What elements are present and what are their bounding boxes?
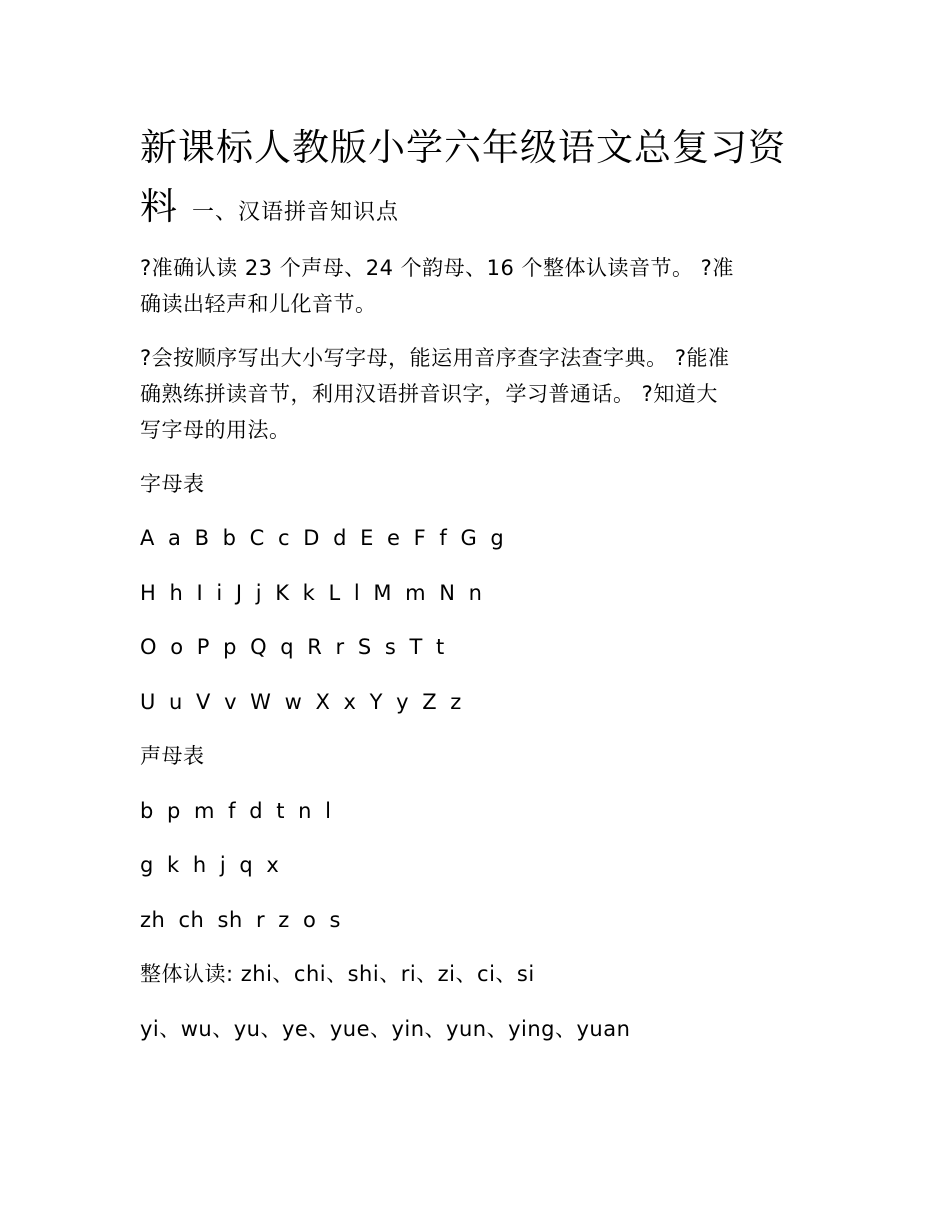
alphabet-row-4: U u V v W w X x Y y Z z [140,690,462,714]
document-title-line-2 [140,186,399,234]
paragraph-1 [140,250,810,322]
initials-row-2: g k h j q x [140,853,280,877]
initials-row-1: b p m f d t n l [140,799,332,823]
whole-syllables-line-2: yi、wu、yu、ye、yue、yin、yun、ying、yuan [140,1017,631,1041]
alphabet-row-3: O o P p Q q R r S s T t [140,635,445,659]
paragraph-1-line-2: 确读出轻声和儿化音节。 [140,292,377,316]
paragraph-2-line-3: 写字母的用法。 [140,418,291,442]
paragraph-2-line-2: 确熟练拼读音节，利用汉语拼音识字，学习普通话。 ?知道大 [140,382,718,406]
section-heading: 一、汉语拼音知识点 [192,200,400,225]
alphabet-row-2: H h I i J j K k L l M m N n [140,581,483,605]
document-title-line-1: 新课标人教版小学六年级语文总复习资 [140,126,786,169]
paragraph-2-line-1: ?会按顺序写出大小写字母，能运用音序查字法查字典。 ?能准 [140,346,730,370]
whole-syllables-line-1: 整体认读: zhi、chi、shi、ri、zi、ci、si [140,962,535,986]
document-title-continuation: 料 [140,185,178,228]
alphabet-heading: 字母表 [140,472,205,496]
paragraph-2 [140,340,810,448]
initials-row-3: zh ch sh r z o s [140,908,341,932]
alphabet-row-1: A a B b C c D d E e F f G g [140,526,505,550]
initials-heading: 声母表 [140,744,205,768]
paragraph-1-line-1: ?准确认读 23 个声母、24 个韵母、16 个整体认读音节。 ?准 [140,256,734,280]
